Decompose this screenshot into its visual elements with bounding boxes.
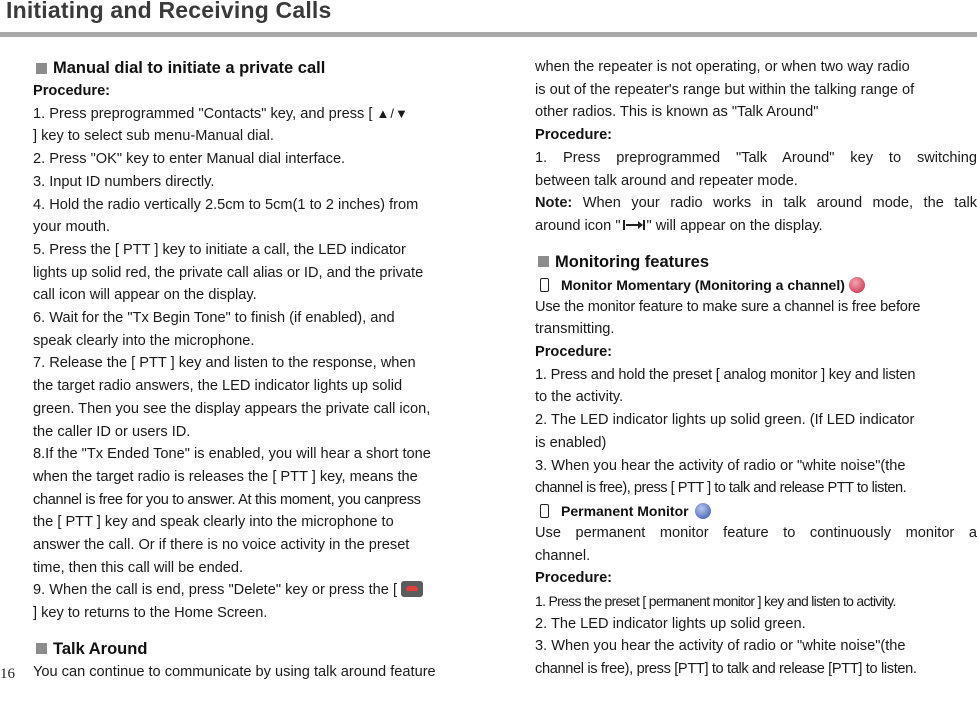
- step-line: 2. The LED indicator lights up solid green.: [535, 615, 806, 632]
- procedure-label: Procedure:: [33, 83, 111, 99]
- phone-icon: [540, 504, 549, 518]
- paragraph-line: is out of the repeater's range but within the talking range of: [535, 81, 915, 98]
- step-line: 3. When you hear the activity of radio or "white noise"(the: [535, 457, 906, 474]
- subheading-permanent-monitor: [535, 500, 977, 522]
- step-line: lights up solid red, the private call alias or ID, and the private: [33, 264, 424, 281]
- step-line: 2. Press "OK" key to enter Manual dial interface.: [33, 151, 346, 168]
- step-line: 3. When you hear the activity of radio or "white noise"(the: [535, 638, 906, 655]
- up-down-arrow-icon: ▲/▼: [376, 105, 409, 121]
- square-bullet-icon: [36, 63, 47, 74]
- subheading-text: Permanent Monitor: [561, 502, 689, 519]
- step-line: to the activity.: [535, 389, 624, 406]
- step-line: time, then this call will be ended.: [33, 559, 244, 576]
- monitor-momentary-icon: [849, 277, 865, 293]
- paragraph-line: Use the monitor feature to make sure a channel is free before: [535, 298, 921, 315]
- page-title: Initiating and Receiving Calls: [6, 0, 332, 23]
- step-line: the caller ID or users ID.: [33, 423, 191, 440]
- paragraph-line: other radios. This is known as "Talk Around": [535, 104, 819, 121]
- step-line: is enabled): [535, 434, 607, 451]
- section-heading-text: Manual dial to initiate a private call: [53, 59, 326, 77]
- step-line: your mouth.: [33, 219, 111, 236]
- step-line: 1. Press preprogrammed "Contacts" key, and press [ ▲/▼: [33, 105, 409, 122]
- procedure-label: Procedure:: [535, 127, 613, 144]
- step-line: the target radio answers, the LED indicator lights up solid: [33, 378, 403, 395]
- procedure-label: Procedure:: [535, 344, 613, 361]
- section-heading-manual-dial: [33, 56, 477, 80]
- paragraph-line: transmitting.: [535, 321, 615, 338]
- step-line: 1. Press and hold the preset [ analog monitor ] key and listen: [535, 366, 916, 383]
- step-line: 4. Hold the radio vertically 2.5cm to 5cm(1 to 2 inches) from: [33, 196, 419, 213]
- note-line: around icon " " will appear on the display.: [535, 217, 823, 234]
- step-line: 3. Input ID numbers directly.: [33, 173, 215, 190]
- step-line: answer the call. Or if there is no voice activity in the preset: [33, 537, 410, 554]
- step-line: channel is free), press [ PTT ] to talk and release PTT to listen.: [535, 480, 907, 497]
- talk-around-icon: [621, 219, 647, 231]
- permanent-monitor-icon: [695, 503, 711, 519]
- square-bullet-icon: [36, 643, 47, 654]
- step-line: the [ PTT ] key and speak clearly into the microphone to: [33, 514, 394, 531]
- paragraph-line: when the repeater is not operating, or when two way radio: [535, 59, 910, 75]
- step-line: when the target radio is releases the [ PTT ] key, means the: [33, 468, 418, 485]
- title-rule: [0, 32, 977, 37]
- section-heading-text: Talk Around: [53, 639, 148, 658]
- step-line: ] key to select sub menu-Manual dial.: [33, 128, 274, 145]
- step-line: speak clearly into the microphone.: [33, 332, 255, 349]
- step-line: call icon will appear on the display.: [33, 287, 257, 304]
- step-line: between talk around and repeater mode.: [535, 172, 798, 189]
- paragraph-line: Use permanent monitor feature to continuously monitor a: [535, 524, 977, 541]
- note-label: Note:: [535, 195, 573, 212]
- square-bullet-icon: [538, 256, 549, 267]
- end-call-key-icon: [401, 581, 423, 597]
- step-line: 1. Press the preset [ permanent monitor ] key and listen to activity.: [535, 593, 896, 610]
- step-line: channel is free), press [PTT] to talk and release [PTT] to listen.: [535, 661, 917, 678]
- step-line: ] key to returns to the Home Screen.: [33, 605, 268, 622]
- step-line: 8.If the "Tx Ended Tone" is enabled, you will hear a short tone: [33, 446, 431, 463]
- section-heading-text: Monitoring features: [555, 252, 710, 271]
- subheading-monitor-momentary: [535, 274, 977, 296]
- step-line: 6. Wait for the "Tx Begin Tone" to finish (if enabled), and: [33, 310, 395, 327]
- step-line: 7. Release the [ PTT ] key and listen to the response, when: [33, 355, 416, 372]
- page-number: 16: [0, 666, 15, 682]
- note-line: Note: When your radio works in talk around mode, the talk: [535, 195, 977, 212]
- phone-icon: [540, 278, 549, 292]
- paragraph-line: You can continue to communicate by using talk around feature: [33, 663, 436, 680]
- section-heading-monitoring: [535, 250, 977, 274]
- subheading-text: Monitor Momentary (Monitoring a channel): [561, 276, 845, 293]
- left-column: [33, 56, 477, 684]
- step-line: 9. When the call is end, press "Delete" key or press the [: [33, 579, 477, 602]
- step-line: channel is free for you to answer. At this moment, you canpress: [33, 491, 421, 508]
- paragraph-line: channel.: [535, 547, 591, 564]
- step-line: green. Then you see the display appears the private call icon,: [33, 400, 431, 417]
- right-column: [535, 56, 977, 681]
- procedure-label: Procedure:: [535, 570, 613, 587]
- step-line: 2. The LED indicator lights up solid green. (If LED indicator: [535, 412, 915, 429]
- step-line: 1. Press preprogrammed "Talk Around" key to switching: [535, 149, 977, 166]
- step-line: 5. Press the [ PTT ] key to initiate a call, the LED indicator: [33, 241, 406, 258]
- section-heading-talk-around: [33, 637, 477, 661]
